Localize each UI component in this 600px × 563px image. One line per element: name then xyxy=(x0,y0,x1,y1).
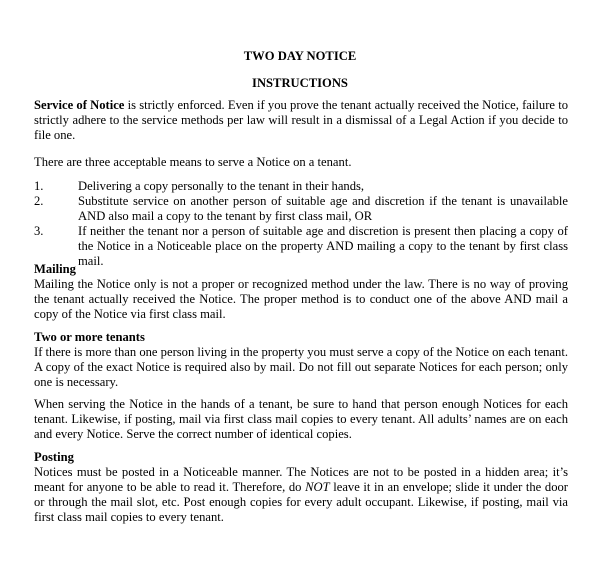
mailing-heading: Mailing xyxy=(34,262,76,276)
tenants-heading: Two or more tenants xyxy=(34,330,145,344)
mailing-text: Mailing the Notice only is not a proper or recognized method under the law. There is no way of proving the tenant actually received the Notice. The proper method is to conduct one of the above AND mail a copy of the Notice via first class mail. xyxy=(34,277,568,321)
tenants-text: If there is more than one person living in the property you must serve a copy of the Notice on each tenant. A copy of the exact Notice is required also by mail. Do not fill out separate Notices for each person; only one is necessary. xyxy=(34,345,568,389)
mailing-section xyxy=(34,262,568,322)
means-intro: There are three acceptable means to serve a Notice on a tenant. xyxy=(34,155,352,169)
posting-section xyxy=(34,450,568,525)
document-title: TWO DAY NOTICE xyxy=(243,49,357,63)
list-item-number: 3. xyxy=(34,224,44,238)
posting-text-a: Notices must be posted in a Noticeable manner. The Notices are not to be posted in a hidden area; it’s meant for anyone to be able to read it. Therefore, do xyxy=(34,465,568,494)
list-item-text: Delivering a copy personally to the tenant in their hands, xyxy=(78,179,365,193)
methods-list xyxy=(34,179,568,269)
document-subtitle: INSTRUCTIONS xyxy=(252,76,348,90)
list-item-text: Substitute service on another person of suitable age and discretion if the tenant is unavailable AND also mail a copy to the tenant by first class mail, OR xyxy=(78,194,568,223)
tenants-section xyxy=(34,330,568,390)
posting-text xyxy=(34,465,568,525)
service-paragraph xyxy=(34,98,568,143)
list-item-number: 2. xyxy=(34,194,44,208)
tenants-paragraph-2: When serving the Notice in the hands of a tenant, be sure to hand that person enough Notices for each tenant. Likewise, if posting, mail via first class mail copies to every tenant. All adults’ names are on each and every Notice. Serve the correct number of identical copies. xyxy=(34,397,568,441)
posting-heading: Posting xyxy=(34,450,74,464)
service-text: is strictly enforced. Even if you prove the tenant actually received the Notice, failure to strictly adhere to the service methods per law will result in a dismissal of a Legal Action if you decide to file one. xyxy=(34,98,569,142)
list-item-number: 1. xyxy=(34,179,44,193)
posting-text-not: NOT xyxy=(305,480,330,494)
list-item xyxy=(34,194,568,224)
list-item xyxy=(34,179,568,194)
service-lead: Service of Notice xyxy=(34,98,125,112)
list-item-text: If neither the tenant nor a person of suitable age and discretion is present then placing a copy of the Notice in a Noticeable place on the property AND mailing a copy to the tenant by first class mail. xyxy=(78,224,568,268)
posting-text-b: leave it in an envelope; slide it under the door or through the mail slot, etc. Post enough copies for every adult occupant. Likewise, if posting, mail via first class mail copies to every tenant. xyxy=(34,480,568,524)
